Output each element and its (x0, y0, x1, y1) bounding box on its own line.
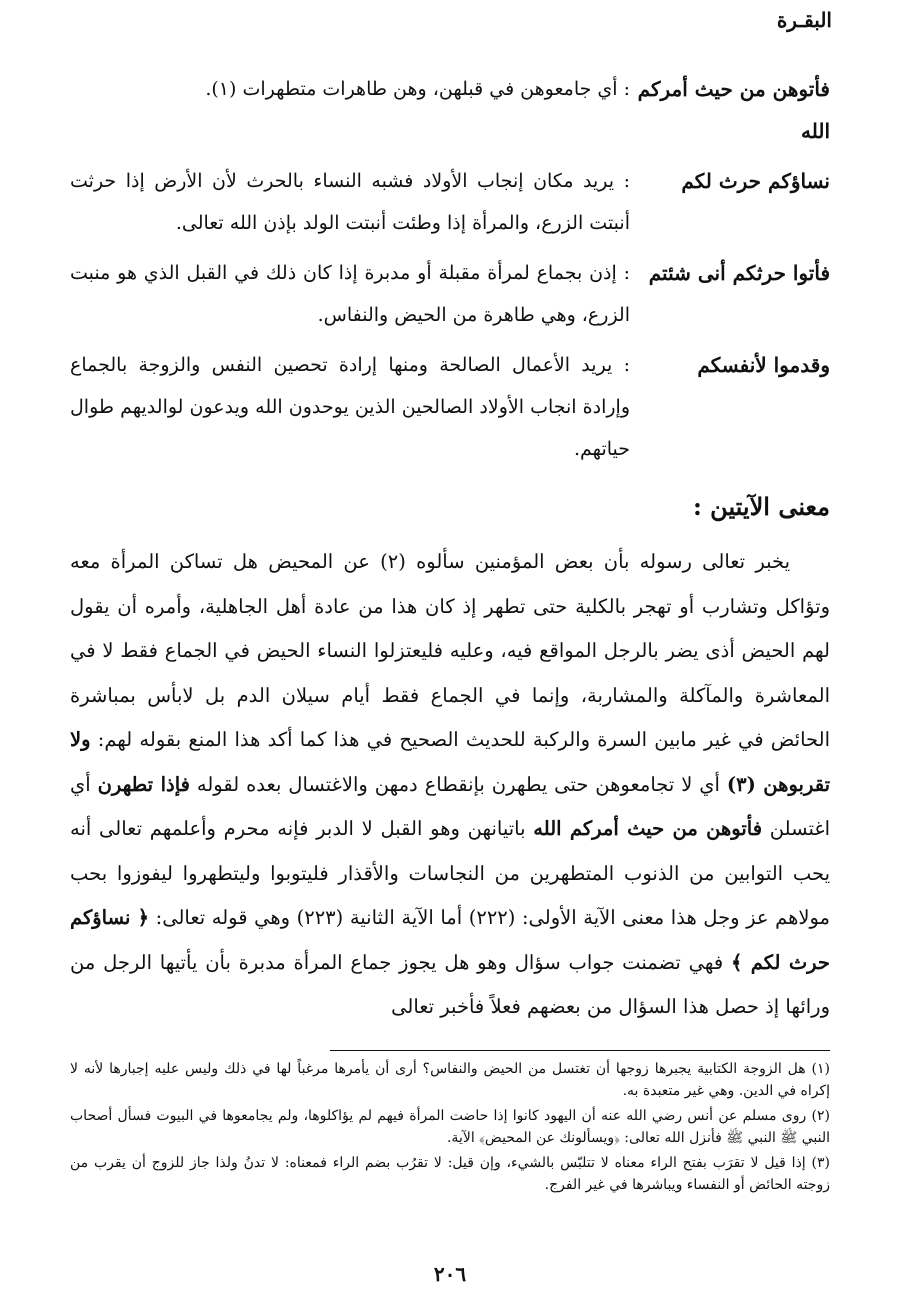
glossary-term: نساؤكم حرث لكم (681, 169, 830, 193)
quran-quote: فأتوهن من حيث أمركم الله (533, 817, 763, 840)
quran-quote: ولا تقربوهن (٣) (70, 728, 830, 796)
glossary (70, 68, 830, 478)
footnote: (١) هل الزوجة الكتابية يجبرها زوجها أن تغتسل من الحيض والنفاس؟ أرى أن يأمرها مرغباً لها في ذلك وليس عليه إجبارها لأنه لا إكراه في الدين. وهي غير متعبدة به. (70, 1061, 830, 1099)
glossary-definition: : يريد مكان إنجاب الأولاد فشبه النساء بالحرث لأن الأرض إذا حرثت أنبتت الزرع، والمرأة إذا وطئت أنبتت الولد بإذن الله تعالى. (70, 170, 630, 234)
glossary-row (70, 160, 830, 244)
quran-quote: فإذا تطهرن (97, 772, 190, 796)
glossary-term: وقدموا لأنفسكم (697, 353, 830, 377)
explanation-paragraph (70, 540, 830, 1030)
paragraph-text: فهي تضمنت جواب سؤال وهو هل يجوز جماع المرأة مدبرة بأن يأتيها الرجل من ورائها إذ حصل هذا السؤال من بعضهم فعلاً فأخبر تعالى (70, 950, 830, 1018)
page-number: ٢٠٦ (433, 1262, 467, 1286)
section-heading: معنى الآيتين : (692, 492, 830, 521)
glossary-row (70, 68, 830, 152)
footnote: (٣) إذا قيل لا تقرَب بفتح الراء معناه لا تتلبّس بالشيء، وإن قيل: لا تقرُب بضم الراء فمعناه: لا تدنُ ولذا جاز للزوج أن يقرب من زوجته الحائض أو النفساء ويباشرها في غير الفرج. (70, 1155, 830, 1193)
quran-quote: ﴿ نساؤكم حرث لكم ﴾ (70, 906, 830, 974)
running-header: البقـرة (776, 8, 832, 32)
glossary-term: فأتوا حرثكم أنى شئتم (648, 261, 830, 285)
glossary-row (70, 344, 830, 470)
glossary-row (70, 252, 830, 336)
footnotes (70, 1058, 830, 1199)
footnote: (٢) روى مسلم عن أنس رضي الله عنه أن اليهود كانوا إذا حاضت المرأة فيهم لم يؤاكلوها، ولم يجامعوها في البيوت فسأل أصحاب النبي ﷺ النبي ﷺ فأنزل الله تعالى: ﴿ويسألونك عن المحيض﴾ الآية. (70, 1108, 830, 1146)
glossary-definition: : يريد الأعمال الصالحة ومنها إرادة تحصين النفس والزوجة بالجماع وإرادة انجاب الأولاد الصالحين الذين يوحدون الله ويدعون لوالديهم طوال حياتهم. (70, 354, 630, 460)
paragraph-text: باتيانهن وهو القبل لا الدبر فإنه محرم وأعلمهم تعالى أنه يحب التوابين من الذنوب المتطهرين من النجاسات والأقذار فليتوبوا وليتطهروا ليفوزوا بحب مولاهم عز وجل هذا معنى الآية الأولى: (٢٢٢) أما الآية الثانية (٢٢٣) وهي قوله تعالى: (70, 817, 830, 929)
glossary-definition: : أي جامعوهن في قبلهن، وهن طاهرات متطهرات (١). (205, 78, 630, 100)
glossary-definition: : إذن بجماع لمرأة مقبلة أو مدبرة إذا كان ذلك في القبل الذي هو منبت الزرع، وهي طاهرة من الحيض والنفاس. (70, 262, 630, 326)
glossary-term: فأتوهن من حيث أمركم الله (637, 77, 830, 143)
paragraph-text: أي اغتسلن (70, 772, 830, 840)
paragraph-text: أي لا تجامعوهن حتى يطهرن بإنقطاع دمهن والاغتسال بعده لقوله (189, 772, 727, 796)
footnote-divider (330, 1050, 830, 1051)
paragraph-text: يخبر تعالى رسوله بأن بعض المؤمنين سألوه (٢) عن المحيض هل تساكن المرأة معه وتؤاكل وتشارب أو تهجر بالكلية حتى تطهر إذ كان هذا من عادة أهل الجاهلية، وأمره أن يقول لهم الحيض أذى يضر بالرجل المواقع فيه، وعليه فليعتزلوا النساء الحيض في الجماع فقط لا في المعاشرة والمآكلة والمشاربة، وإنما في الجماع فقط أيام سيلان الدم بل لابأس بمباشرة الحائض في غير مابين السرة والركبة للحديث الصحيح في هذا كما أكد هذا المنع بقوله لهم: (70, 550, 830, 751)
